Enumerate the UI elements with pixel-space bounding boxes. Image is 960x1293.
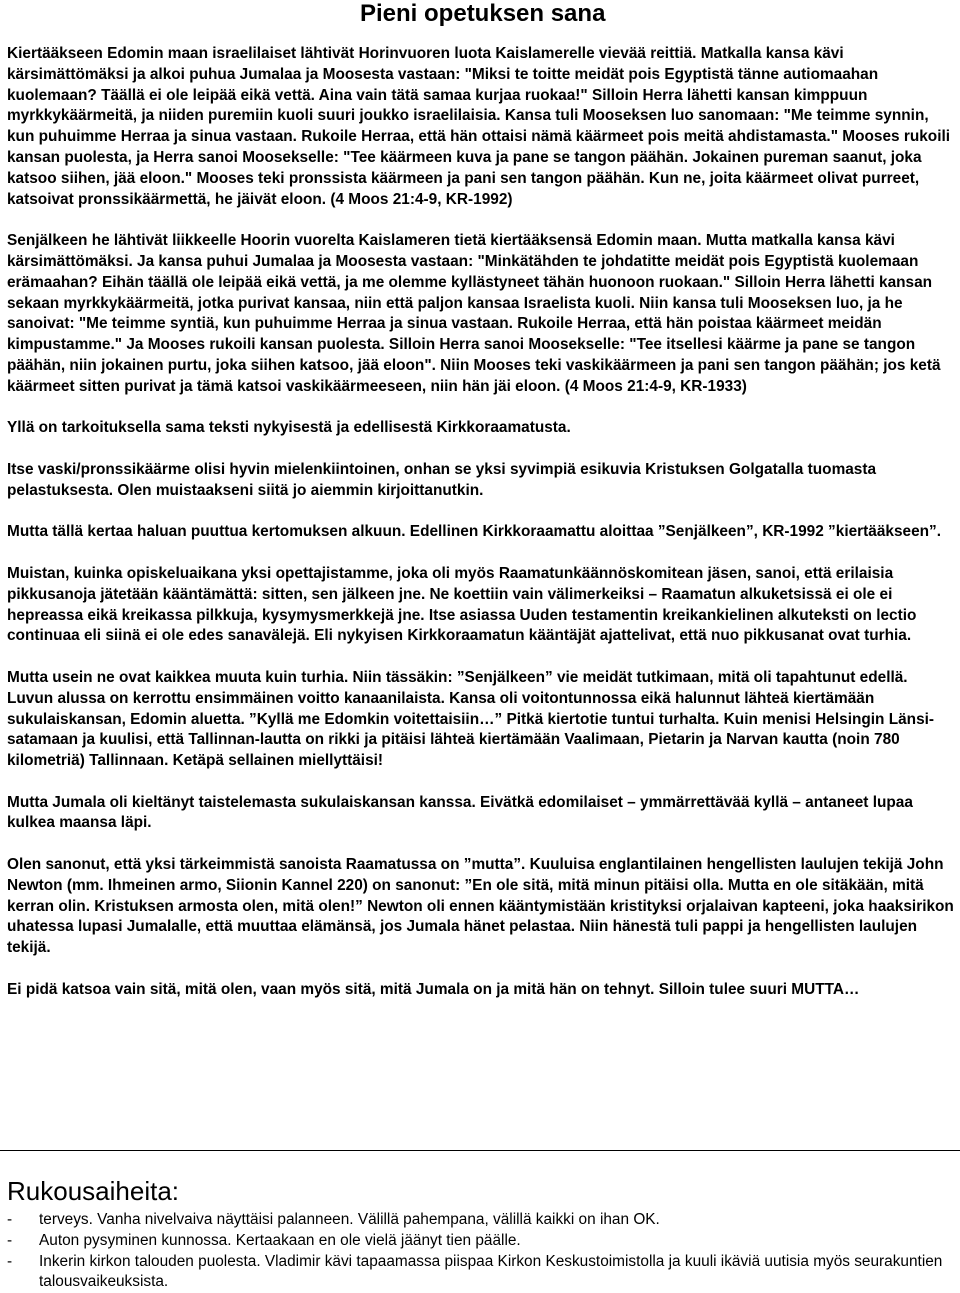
paragraph-scripture-kr1933: Senjälkeen he lähtivät liikkeelle Hoorin vuorelta Kaislameren tietä kiertääksensä Edomin maan. Mutta matkalla kansa kävi kärsimättömäksi. Ja kansa puhui Jumalaa ja Moosesta vastaan: "Minkätähden te johdatitte meidät pois Egyptistä kuolemaan erämaahan? Eihän täällä ole leipää eikä vettä, ja me olemme kyllästyneet tähän huonoon ruokaan." Silloin Herra lähetti kansan sekaan myrkkykäärmeitä, jotka purivat kansaa, niin että paljon kansaa Israelista kuoli. Niin kansa tuli Mooseksen luo, ja he sanoivat: "Me teimme syntiä, kun puhuimme Herraa ja sinua vastaan. Rukoile Herraa, että hän poistaa käärmeet meidän kimpustamme." Ja Mooses rukoili kansan puolesta. Silloin Herra sanoi Moosekselle: "Tee itsellesi käärme ja pane se tangon päähän, niin jokainen purtu, joka siihen katsoo, jää eloon". Niin Mooses teki vaskikäärmeen ja pani sen tangon päähän; jos ketä käärmeet sitten purivat ja tämä katsoi vaskikäärmeeseen, niin hän jäi eloon. (4 Moos 21:4-9, KR-1933) (7, 232, 941, 395)
bullet-dash: - (7, 1252, 13, 1270)
article-body (7, 44, 955, 1021)
paragraph-not-useless: Mutta usein ne ovat kaikkea muuta kuin turhia. Niin tässäkin: ”Senjälkeen” vie meidät tutkimaan, mitä oli tapahtunut edellä. Luvun alussa on kerrottu ensimmäinen voitto kanaanilaista. Kansa oli voitontunnossa eikä halunnut lähteä kiertämään sukulaiskansan, Edomin aluetta. ”Kyllä me Edomkin voitettaisiin…” Pitkä kiertotie tuntui turhalta. Kuin menisi Helsingin Länsi-satamaan ja kuulisi, että Tallinnan-lautta on rikki ja pitäisi lähteä kiertämään Vaalimaan, Pietarin ja Narvan kautta (noin 780 kilometriä) Tallinnaan. Ketäpä sellainen miellyttäisi! (7, 668, 935, 770)
paragraph-but-newton: Olen sanonut, että yksi tärkeimmistä sanoista Raamatussa on ”mutta”. Kuuluisa englantilainen hengellisten laulujen tekijä John Newton (mm. Ihmeinen armo, Siionin Kannel 220) on sanonut: ”En ole sitä, mitä minun pitäisi olla. Mutta en ole sitäkään, mitä kerran olin. Kristuksen armosta olen, mitä olen!” Newton oli ennen kääntymistään kristityksi orjalaivan kapteeni, joka haaksirikon uhatessa lupasi Jumalalle, että muuttaa elämänsä, jos Jumala hänet pelastaa. Niin hänestä tuli pappi ja hengellisten laulujen tekijä. (7, 856, 954, 957)
list-item (7, 1210, 955, 1231)
paragraph-beginning: Mutta tällä kertaa haluan puuttua kertomuksen alkuun. Edellinen Kirkkoraamattu aloittaa ”Senjälkeen”, KR-1992 ”kiertääkseen”. (7, 523, 941, 541)
prayer-section (7, 1176, 955, 1293)
paragraph-bronze-serpent: Itse vaski/pronssikäärme olisi hyvin mielenkiintoinen, onhan se yksi syvimpiä esikuvia Kristuksen Golgatalla tuomasta pelastuksesta. Olen muistaakseni siitä jo aiemmin kirjoittanutkin. (7, 460, 877, 499)
paragraph-small-words: Muistan, kuinka opiskeluaikana yksi opettajistamme, joka oli myös Raamatunkäännöskomitean jäsen, sanoi, että erilaisia pikkusanoja jätetään kääntämättä: sitten, sen jälkeen jne. Ne koettiin vain välimerkeiksi – Raamatun alkuketsissä ei ole ei hepreassa eikä kreikassa pilkkuja, kysymysmerkkejä jne. Itse asiassa Uuden testamentin kreikankielinen alkuteksti on lectio continuaa eli siinä ei ole edes sanavälejä. Eli nykyisen Kirkkoraamatun kääntäjät ajattelivat, että nuo pikkusanat ovat turhia. (7, 564, 917, 645)
prayer-list (7, 1210, 955, 1293)
paragraph-edomites: Mutta Jumala oli kieltänyt taistelemasta sukulaiskansan kanssa. Eivätkä edomilaiset – ymmärrettävää kyllä – antaneet lupaa kulkea maansa läpi. (7, 793, 913, 832)
prayer-item-text: terveys. Vanha nivelvaiva näyttäisi palanneen. Välillä pahempana, välillä kaikki on ihan OK. (39, 1211, 660, 1228)
paragraph-closing: Ei pidä katsoa vain sitä, mitä olen, vaan myös sitä, mitä Jumala on ja mitä hän on tehnyt. Silloin tulee suuri MUTTA… (7, 980, 860, 998)
prayer-item-text: Auton pysyminen kunnossa. Kertaakaan en ole vielä jäänyt tien päälle. (39, 1231, 521, 1249)
list-item (7, 1231, 955, 1252)
prayer-item-text: Inkerin kirkon talouden puolesta. Vladimir kävi tapaamassa piispaa Kirkon Keskustoimistolla ja kuuli ikäviä uutisia myös seurakuntien talousvaikeuksista. (39, 1252, 943, 1291)
section-divider (0, 1150, 960, 1151)
bullet-dash: - (7, 1231, 13, 1249)
bullet-dash: - (7, 1211, 13, 1228)
list-item (7, 1252, 955, 1293)
paragraph-note-same-text: Yllä on tarkoituksella sama teksti nykyisestä ja edellisestä Kirkkoraamatusta. (7, 419, 571, 437)
page-title: Pieni opetuksen sana (360, 0, 606, 27)
paragraph-scripture-kr1992: Kiertääkseen Edomin maan israelilaiset lähtivät Horinvuoren luota Kaislamerelle vievää reittiä. Matkalla kansa kävi kärsimättömäksi ja alkoi puhua Jumalaa ja Moosesta vastaan: "Miksi te toitte meidät pois Egyptistä tänne autiomaahan kuolemaan? Täällä ei ole leipää eikä vettä. Aina vain tätä samaa kurjaa ruokaa!" Silloin Herra lähetti kansan kimppuun myrkkykäärmeitä, ja niiden puremiin kuoli suuri joukko israelilaisia. Kansa tuli Mooseksen luo sanomaan: "Me teimme synnin, kun puhuimme Herraa ja sinua vastaan. Rukoile Herraa, että hän ottaisi nämä käärmeet pois meitä ahdistamasta." Mooses rukoili kansan puolesta, ja Herra sanoi Moosekselle: "Tee käärmeen kuva ja pane se tangon päähän. Jokainen pureman saanut, joka katsoo siihen, jää eloon." Mooses teki pronssista käärmeen ja pani sen tangon päähän. Kun ne, joita käärmeet olivat purreet, katsoivat pronssikäärmettä, he jäivät eloon. (4 Moos 21:4-9, KR-1992) (7, 45, 951, 208)
prayer-heading: Rukousaiheita: (7, 1176, 179, 1206)
